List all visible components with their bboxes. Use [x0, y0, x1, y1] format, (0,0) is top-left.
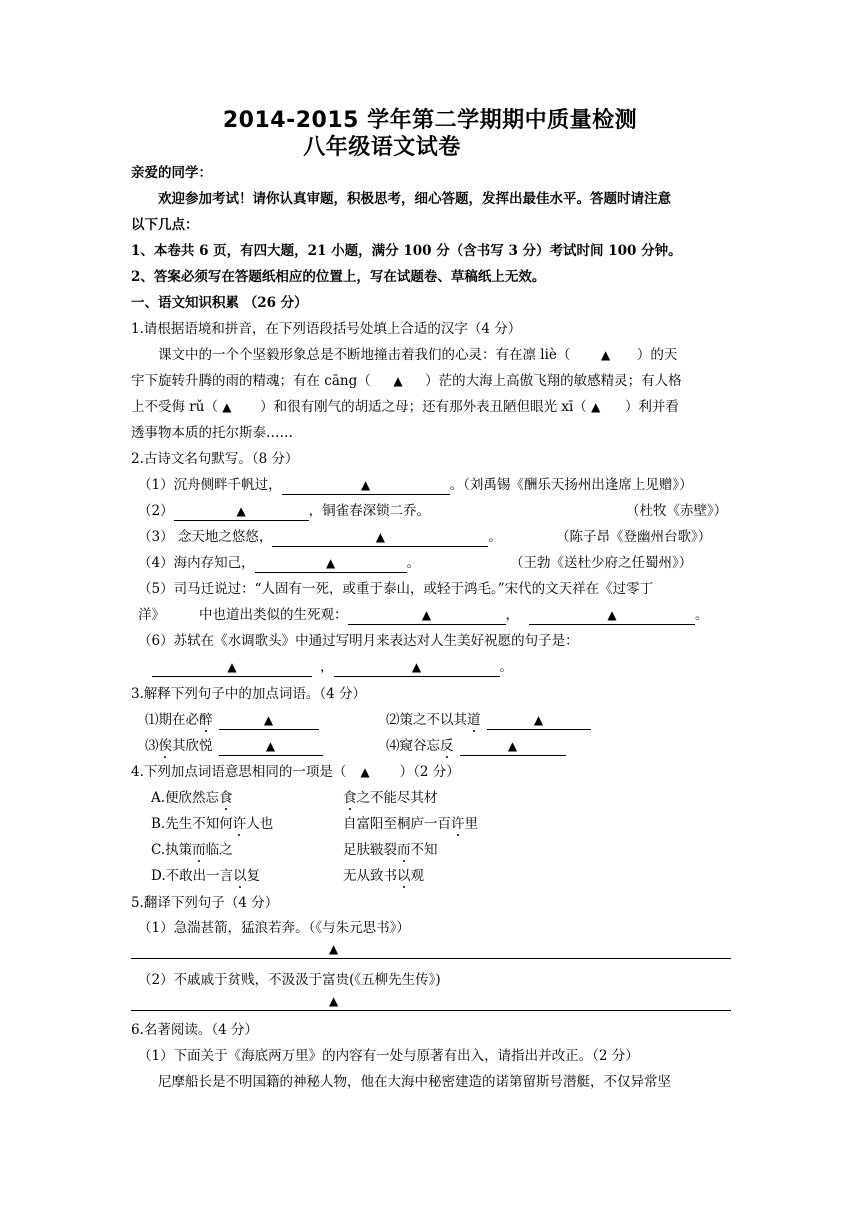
answer-blank[interactable]: ▲ [460, 738, 566, 756]
answer-line[interactable]: ▲ [131, 992, 731, 1011]
q5-sentence-1: （1）急湍甚箭，猛浪若奔。（《与朱元思书》） [138, 920, 410, 936]
q3-stem: 3.解释下列句子中的加点词语。（4 分） [131, 686, 367, 702]
q1-text: ）和很有刚气的胡适之母；还有那外表丑陋但眼光 xī（ [260, 399, 587, 415]
q2-item-3-source: （陈子昂《登幽州台歌》） [556, 529, 712, 545]
q2-item-2-source: （杜牧《赤壁》） [626, 503, 728, 519]
answer-blank[interactable]: ▲ [272, 529, 488, 547]
q4-option-row[interactable] [151, 788, 438, 808]
q1-line3 [131, 397, 679, 417]
q2-item-2: （2） ▲ ，铜雀春深锁二乔。 [138, 503, 431, 519]
q3-item-b: ⑵策之不以其道 ▲ [386, 710, 591, 730]
answer-marker: ▲ [393, 374, 403, 388]
answer-marker: ▲ [601, 348, 611, 362]
q4-option-right: 足肤皲裂而不知 [343, 842, 438, 858]
q5-sentence-2: （2）不戚戚于贫贱，不汲汲于富贵(《五柳先生传》) [138, 972, 441, 988]
q3-item-c: ⑶俟其欣悦 ▲ [145, 736, 323, 756]
answer-blank[interactable]: ▲ [152, 659, 312, 677]
q1-line4: 透事物本质的托尔斯泰…… [131, 425, 293, 441]
q4-option-row[interactable] [151, 840, 438, 860]
exam-note-2: 2、答案必须写在答题纸相应的位置上，写在试题卷、草稿纸上无效。 [131, 269, 546, 285]
q1-line2 [131, 371, 682, 391]
answer-blank[interactable]: ▲ [348, 607, 506, 625]
q5-stem: 5.翻译下列句子（4 分） [131, 895, 279, 911]
q2-item-6: （6）苏轼在《水调歌头》中通过写明月来表达对人生美好祝愿的句子是： [138, 633, 579, 649]
q2-item-1: （1）沉舟侧畔千帆过， ▲ 。（刘禹锡《酬乐天扬州出逢席上见赠》） [138, 477, 693, 493]
q2-item-4: （4）海内存知己， ▲ 。 [138, 555, 421, 571]
q3-item-d: ⑷窥谷忘反 ▲ [386, 736, 566, 756]
q4-option-right: 自富阳至桐庐一百许里 [343, 816, 478, 832]
q2-stem: 2.古诗文名句默写。（8 分） [131, 451, 299, 467]
q4-option-row[interactable] [151, 866, 424, 886]
q3-item-a: ⑴期在必醉 ▲ [145, 710, 319, 730]
answer-blank[interactable]: ▲ [174, 503, 309, 521]
q2-item-4-source: （王勃《送杜少府之任蜀州》） [510, 555, 693, 571]
answer-blank[interactable]: ▲ [529, 607, 695, 625]
answer-blank[interactable]: ▲ [334, 659, 500, 677]
q4-option-row[interactable] [151, 814, 478, 834]
q4-stem: 4.下列加点词语意思相同的一项是（ ▲ ）（2 分） [131, 764, 460, 780]
answer-blank[interactable]: ▲ [219, 712, 319, 730]
answer-blank[interactable]: ▲ [219, 738, 323, 756]
section-heading: 一、语文知识积累 （26 分） [131, 295, 308, 311]
q2-item-5-cont: 洋》 中也道出类似的生死观： ▲ ， ▲ 。 [138, 607, 709, 623]
q2-item-6-answers: ▲ ， ▲ 。 [152, 657, 513, 677]
q4-option-left: C.执策而临之 [151, 842, 233, 858]
answer-blank[interactable]: ▲ [282, 477, 450, 495]
q6-passage: 尼摩船长是不明国籍的神秘人物，他在大海中秘密建造的诺第留斯号潜艇，不仅异常坚 [158, 1074, 671, 1090]
q4-option-left: A.便欣然忘食 [151, 790, 233, 806]
answer-marker: ▲ [360, 765, 370, 779]
exam-title-line1: 2014-2015 学年第二学期期中质量检测 [222, 108, 638, 133]
q1-stem: 1.请根据语境和拼音，在下列语段括号处填上合适的汉字（4 分） [131, 321, 522, 337]
q1-text: ）茫的大海上高傲飞翔的敏感精灵；有人格 [425, 373, 682, 389]
q4-option-left: B.先生不知何许人也 [151, 816, 274, 832]
answer-marker: ▲ [222, 400, 232, 414]
q4-option-left: D.不敢出一言以复 [151, 868, 261, 884]
q1-text: 上不受侮 rǔ（ [131, 399, 218, 415]
q4-option-right: 食之不能尽其材 [343, 790, 438, 806]
answer-blank[interactable]: ▲ [255, 555, 407, 573]
q1-line1 [158, 345, 677, 365]
welcome-text-cont: 以下几点： [131, 217, 199, 233]
answer-marker: ▲ [591, 400, 601, 414]
welcome-text: 欢迎参加考试！请你认真审题，积极思考，细心答题，发挥出最佳水平。答题时请注意 [158, 191, 671, 207]
q1-text: 课文中的一个个坚毅形象总是不断地撞击着我们的心灵：有在凛 liè（ [158, 347, 571, 363]
q6-sub-question-1: （1）下面关于《海底两万里》的内容有一处与原著有出入，请指出并改正。（2 分） [138, 1048, 639, 1064]
q2-item-3: （3） 念天地之悠悠， ▲ 。 [138, 529, 502, 545]
q1-text: ）利并看 [624, 399, 679, 415]
q4-option-right: 无从致书以观 [343, 868, 424, 884]
exam-note-1: 1、本卷共 6 页，有四大题，21 小题，满分 100 分（含书写 3 分）考试时间 100 分钟。 [131, 243, 682, 259]
q1-text: ）的天 [636, 347, 678, 363]
q6-stem: 6.名著阅读。（4 分） [131, 1022, 259, 1038]
q1-text: 宇下旋转升腾的雨的精魂；有在 cāng（ [131, 373, 371, 389]
answer-blank[interactable]: ▲ [487, 712, 591, 730]
answer-line[interactable]: ▲ [131, 940, 731, 959]
greeting: 亲爱的同学： [131, 165, 212, 181]
exam-title-line2: 八年级语文试卷 [303, 135, 461, 160]
q2-item-5: （5）司马迁说过：“人固有一死，或重于泰山，或轻于鸿毛。”宋代的文天祥在《过零丁 [138, 581, 654, 597]
